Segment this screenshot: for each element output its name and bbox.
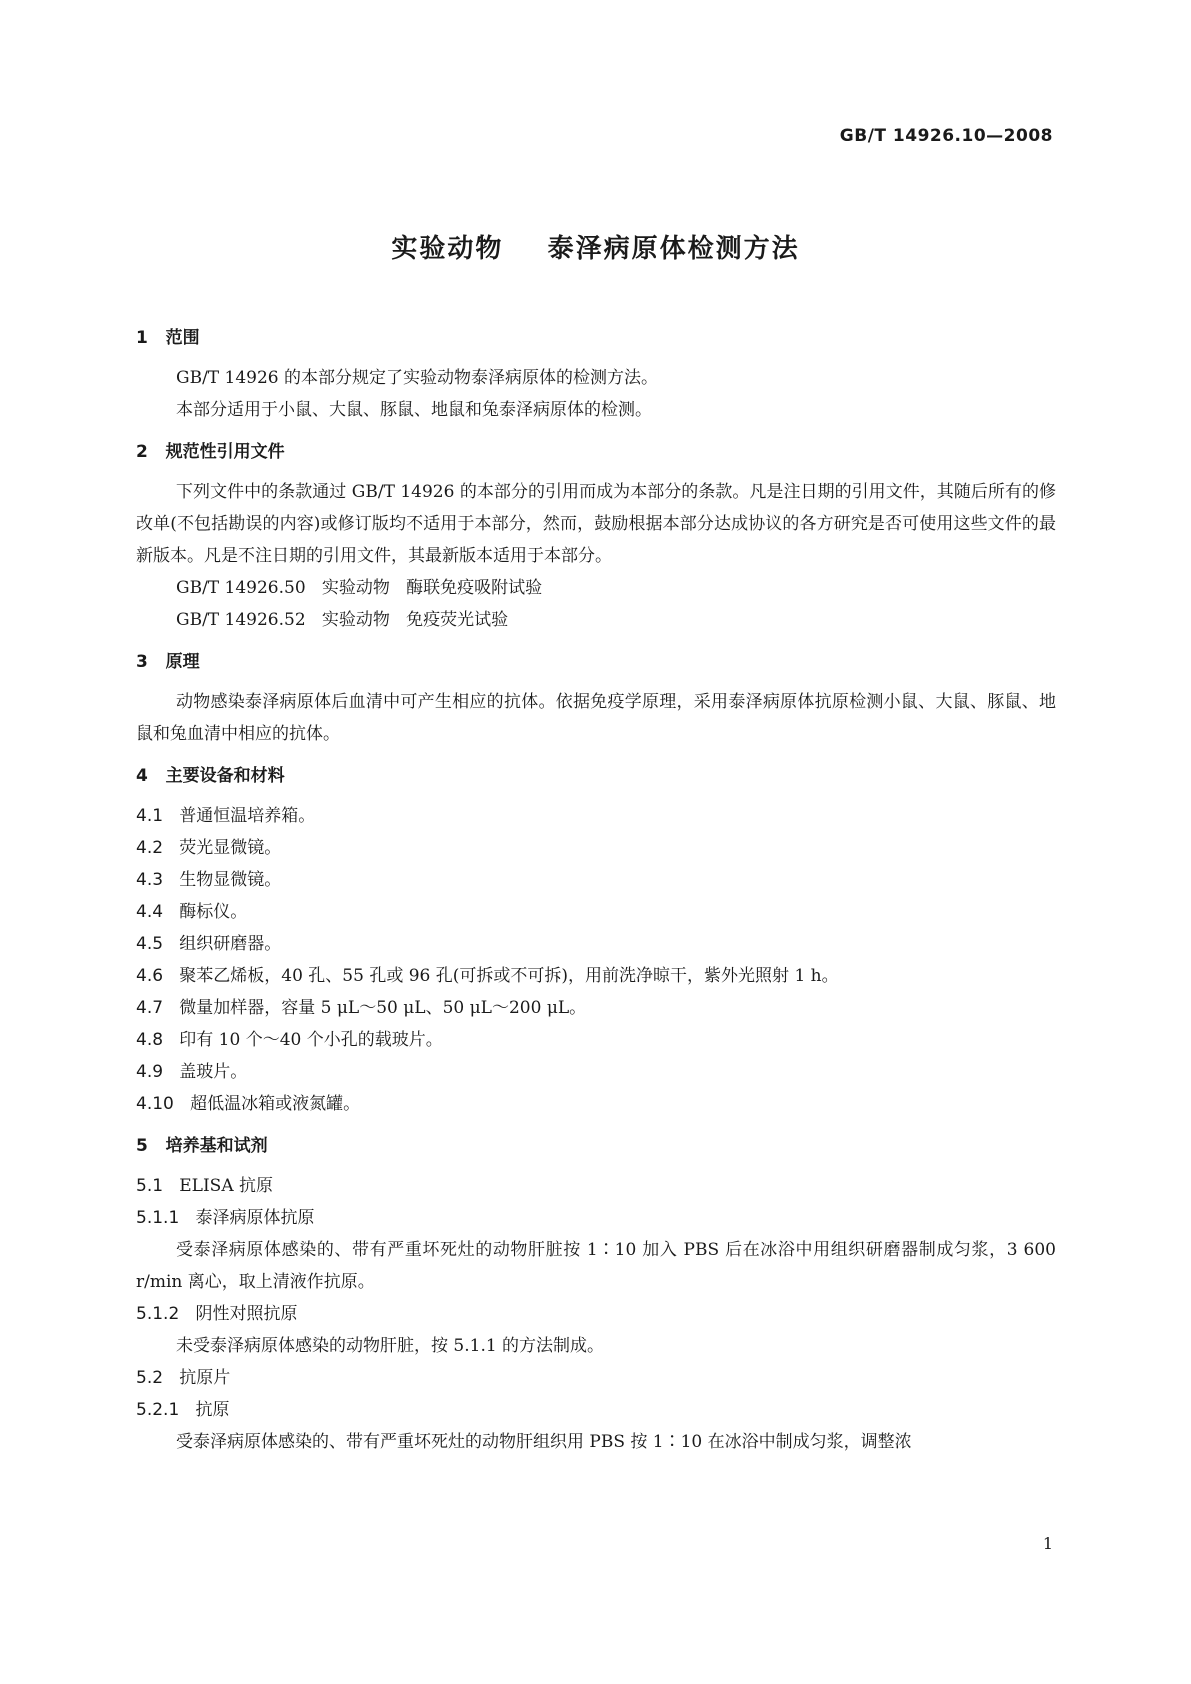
item-number: 4.9 xyxy=(136,1062,164,1082)
subsection-5-1-1 xyxy=(136,1202,1056,1234)
item-text: 盖玻片。 xyxy=(179,1062,248,1082)
item-text: 聚苯乙烯板，40 孔、55 孔或 96 孔(可拆或不可拆)，用前洗净晾干，紫外光照射 1 h。 xyxy=(179,966,839,986)
item-number: 4.7 xyxy=(136,998,164,1018)
subsection-title: 阴性对照抗原 xyxy=(195,1304,298,1324)
item-number: 4.10 xyxy=(136,1094,174,1114)
section-2-heading: 2 规范性引用文件 xyxy=(136,442,285,462)
section-2-paragraph: 下列文件中的条款通过 GB/T 14926 的本部分的引用而成为本部分的条款。凡是注日期的引用文件，其随后所有的修改单(不包括勘误的内容)或修订版均不适用于本部分，然而，鼓励根据本部分达成协议的各方研究是否可使用这些文件的最新版本。凡是不注日期的引用文件，其最新版本适用于本部分。 xyxy=(136,482,1056,566)
list-item xyxy=(136,896,1056,928)
section-3-paragraph: 动物感染泰泽病原体后血清中可产生相应的抗体。依据免疫学原理，采用泰泽病原体抗原检测小鼠、大鼠、豚鼠、地鼠和兔血清中相应的抗体。 xyxy=(136,692,1056,744)
item-number: 4.2 xyxy=(136,838,164,858)
item-text: 超低温冰箱或液氮罐。 xyxy=(190,1094,361,1114)
subsection-title: ELISA 抗原 xyxy=(179,1176,274,1196)
list-item xyxy=(136,800,1056,832)
section-1-paragraph-1: GB/T 14926 的本部分规定了实验动物泰泽病原体的检测方法。 xyxy=(176,368,659,388)
section-1-paragraph-2: 本部分适用于小鼠、大鼠、豚鼠、地鼠和兔泰泽病原体的检测。 xyxy=(176,400,652,420)
subsection-number: 5.1.1 xyxy=(136,1208,180,1228)
normative-reference-1: GB/T 14926.50 实验动物 酶联免疫吸附试验 xyxy=(176,578,543,598)
item-text: 生物显微镜。 xyxy=(179,870,282,890)
page-number: 1 xyxy=(1042,1534,1053,1553)
list-item xyxy=(136,1088,1056,1120)
item-text: 印有 10 个～40 个小孔的载玻片。 xyxy=(179,1030,443,1050)
subsection-5-1 xyxy=(136,1170,1056,1202)
subsection-5-2-1 xyxy=(136,1394,1056,1426)
section-4-heading: 4 主要设备和材料 xyxy=(136,766,285,786)
section-1-heading: 1 范围 xyxy=(136,328,200,348)
list-item xyxy=(136,832,1056,864)
normative-reference-2: GB/T 14926.52 实验动物 免疫荧光试验 xyxy=(176,610,509,630)
item-number: 4.6 xyxy=(136,966,164,986)
subsection-number: 5.2.1 xyxy=(136,1400,180,1420)
subsection-5-1-2 xyxy=(136,1298,1056,1330)
subsection-5-1-2-paragraph: 未受泰泽病原体感染的动物肝脏，按 5.1.1 的方法制成。 xyxy=(176,1336,605,1356)
subsection-5-2 xyxy=(136,1362,1056,1394)
subsection-number: 5.1 xyxy=(136,1176,164,1196)
section-5-heading: 5 培养基和试剂 xyxy=(136,1136,268,1156)
item-number: 4.4 xyxy=(136,902,164,922)
list-item xyxy=(136,992,1056,1024)
subsection-number: 5.2 xyxy=(136,1368,164,1388)
subsection-5-2-1-paragraph: 受泰泽病原体感染的、带有严重坏死灶的动物肝组织用 PBS 按 1∶10 在冰浴中制成匀浆，调整浓 xyxy=(176,1432,912,1452)
item-text: 微量加样器，容量 5 μL～50 μL、50 μL～200 μL。 xyxy=(179,998,587,1018)
subsection-title: 泰泽病原体抗原 xyxy=(195,1208,315,1228)
list-item xyxy=(136,960,1056,992)
equipment-list xyxy=(136,800,1056,1120)
item-number: 4.8 xyxy=(136,1030,164,1050)
item-number: 4.1 xyxy=(136,806,164,826)
item-text: 酶标仪。 xyxy=(179,902,248,922)
item-number: 4.5 xyxy=(136,934,164,954)
subsection-title: 抗原 xyxy=(195,1400,230,1420)
item-text: 荧光显微镜。 xyxy=(179,838,282,858)
subsection-5-1-1-paragraph: 受泰泽病原体感染的、带有严重坏死灶的动物肝脏按 1∶10 加入 PBS 后在冰浴中用组织研磨器制成匀浆，3 600 r/min 离心，取上清液作抗原。 xyxy=(136,1240,1056,1292)
list-item xyxy=(136,1056,1056,1088)
item-text: 组织研磨器。 xyxy=(179,934,282,954)
subsection-number: 5.1.2 xyxy=(136,1304,180,1324)
list-item xyxy=(136,864,1056,896)
standard-code: GB/T 14926.10—2008 xyxy=(839,126,1053,146)
list-item xyxy=(136,1024,1056,1056)
item-number: 4.3 xyxy=(136,870,164,890)
document-title: 实验动物 泰泽病原体检测方法 xyxy=(391,234,800,264)
section-3-heading: 3 原理 xyxy=(136,652,200,672)
item-text: 普通恒温培养箱。 xyxy=(179,806,316,826)
subsection-title: 抗原片 xyxy=(179,1368,231,1388)
document-body xyxy=(136,322,1056,1458)
list-item xyxy=(136,928,1056,960)
